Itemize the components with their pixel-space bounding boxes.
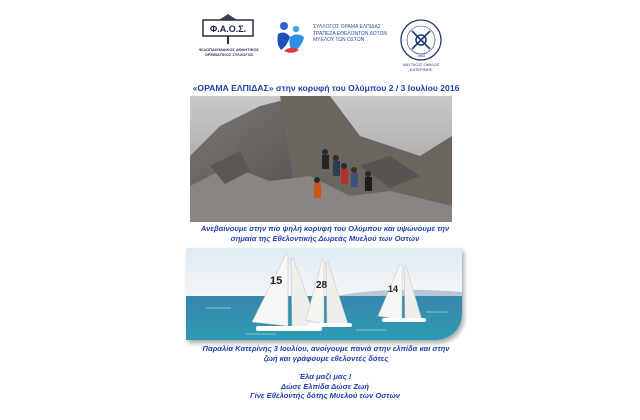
sail-number: 28	[316, 280, 328, 291]
headline: «ΟΡΑΜΑ ΕΛΠΙΔΑΣ» στην κορυφή του Ολύμπου 2 / 3 Ιουλίου 2016	[192, 83, 460, 93]
sail-number: 14	[388, 284, 399, 294]
climb-caption	[180, 224, 470, 244]
faos-caption-line1: ΦΙΛΟΠΑΙΧΝΙΔΙΚΟΣ ΑΘΛΗΤΙΚΟΣ	[199, 47, 259, 52]
climb-caption-line2: σημαία της Εθελοντικής Δωρεάς Μυελού των Οστών	[230, 234, 420, 243]
sailing-caption-line2: ζωή και γράφουμε εθελοντές δότες	[263, 354, 389, 363]
faos-caption-line2: ΟΡΕΙΒΑΤΙΚΟΣ ΣΥΛΛΟΓΟΣ	[204, 52, 254, 57]
nautical-seal-icon	[398, 18, 444, 64]
sail-number: 15	[270, 275, 283, 287]
olympus-climb-photo	[190, 96, 452, 222]
faos-caption	[193, 47, 265, 57]
sailing-caption	[178, 344, 474, 364]
orama-caption-line1: ΣΥΛΛΟΓΟΣ ΟΡΑΜΑ ΕΛΠΙΔΑΣ	[313, 24, 381, 30]
faos-sign-icon	[201, 14, 255, 44]
climb-caption-line1: Ανεβαίνουμε στην πιο ψηλή κορυφή του Ολύμπου και υψώνουμε την	[200, 224, 450, 233]
nautical-caption	[398, 62, 444, 72]
sailing-photo	[186, 248, 462, 340]
nautical-caption-line2: ΚΑΤΕΡΙΝΗΣ	[409, 67, 433, 72]
nautical-caption-line1: ΝΑΥΤΙΚΟΣ ΟΜΙΛΟΣ	[402, 62, 440, 67]
faos-sign-text: Φ.Α.Ο.Σ.	[209, 24, 247, 34]
orama-caption	[313, 24, 405, 44]
orama-elpidas-logo	[275, 20, 405, 60]
closing-line3: Γίνε Εθελοντής δότης Μυελού των Οστών	[249, 391, 401, 400]
closing-line2: Δώσε Ελπίδα Δώσε Ζωή	[280, 381, 370, 391]
nautical-club-logo	[398, 18, 444, 72]
orama-caption-line2: ΤΡΑΠΕΖΑ ΕΘΕΛΟΝΤΩΝ ΔΟΤΩΝ	[313, 30, 387, 37]
closing-line1: Έλα μαζί μας !	[298, 372, 352, 381]
faos-logo	[193, 14, 265, 66]
orama-caption-line3: ΜΥΕΛΟΥ ΤΩΝ ΟΣΤΩΝ	[313, 37, 365, 43]
family-hearts-icon	[275, 20, 307, 54]
sailing-caption-line1: Παραλία Κατερίνης 3 Ιουλίου, ανοίγουμε πανιά στην ελπίδα και στην	[202, 344, 450, 353]
nautical-seal-year: 1983	[417, 54, 425, 58]
closing-message	[200, 372, 450, 401]
